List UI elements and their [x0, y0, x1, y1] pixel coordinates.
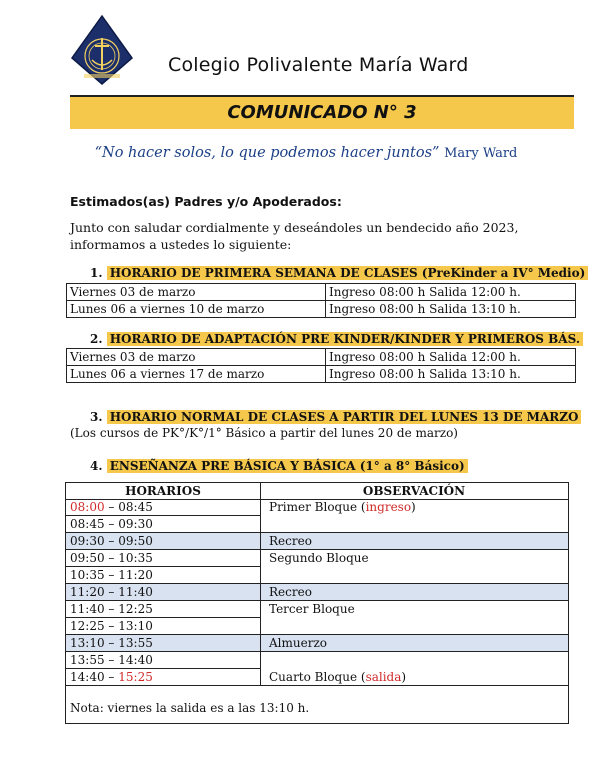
- table-row: [67, 301, 576, 318]
- header-observacion: OBSERVACIÓN: [362, 484, 466, 498]
- section-2-number: 2.: [90, 332, 103, 346]
- start-time: 09:30: [70, 534, 105, 548]
- dash: –: [108, 500, 115, 514]
- title-bar: [70, 97, 574, 129]
- end-time: 08:45: [118, 500, 153, 514]
- dash: –: [108, 619, 115, 633]
- start-time: 12:25: [70, 619, 105, 633]
- end-time: 11:20: [118, 568, 153, 582]
- section-3-note: (Los cursos de PK°/K°/1° Básico a partir del lunes 20 de marzo): [70, 426, 458, 440]
- column-divider: [260, 483, 261, 685]
- day-cell: Viernes 03 de marzo: [67, 349, 326, 366]
- section-4-number: 4.: [90, 459, 103, 473]
- section-3-heading: [90, 410, 581, 424]
- table-row: [66, 516, 568, 533]
- dash: –: [108, 585, 115, 599]
- end-time: 12:25: [118, 602, 153, 616]
- time-cell: Ingreso 08:00 h Salida 12:00 h.: [326, 349, 576, 366]
- table-row: [66, 584, 568, 601]
- section-4-heading: [90, 459, 468, 473]
- start-time: 11:20: [70, 585, 105, 599]
- obs-salida: salida: [365, 670, 402, 684]
- start-time: 08:45: [70, 517, 105, 531]
- section-3-number: 3.: [90, 410, 103, 424]
- section-1-number: 1.: [90, 266, 103, 280]
- section-3-title: HORARIO NORMAL DE CLASES A PARTIR DEL LUNES 13 DE MARZO: [107, 410, 582, 424]
- day-cell: Lunes 06 a viernes 17 de marzo: [67, 366, 326, 383]
- start-time: 13:10: [70, 636, 105, 650]
- obs-almuerzo: Almuerzo: [269, 636, 327, 650]
- end-time: 11:40: [118, 585, 153, 599]
- section-2-heading: [90, 332, 583, 346]
- dash: –: [108, 670, 115, 684]
- end-time: 15:25: [118, 670, 153, 684]
- end-time: 13:55: [118, 636, 153, 650]
- end-time: 13:10: [118, 619, 153, 633]
- section-2-title: HORARIO DE ADAPTACIÓN PRE KINDER/KINDER Y PRIMEROS BÁS.: [107, 332, 583, 346]
- start-time: 08:00: [70, 500, 105, 514]
- section-1-table: [66, 283, 576, 318]
- section-2-table: [66, 348, 576, 383]
- dash: –: [108, 602, 115, 616]
- table-row: [67, 366, 576, 383]
- start-time: 09:50: [70, 551, 105, 565]
- end-time: 09:30: [118, 517, 153, 531]
- table-row: [66, 652, 568, 669]
- time-cell: Ingreso 08:00 h Salida 13:10 h.: [326, 301, 576, 318]
- obs-primer-bloque: [269, 499, 416, 516]
- obs-recreo-1: Recreo: [269, 534, 312, 548]
- section-4-title: ENSEÑANZA PRE BÁSICA Y BÁSICA (1° a 8° Básico): [107, 459, 468, 473]
- obs-text: ): [411, 500, 416, 514]
- obs-text: Cuarto Bloque (: [269, 670, 366, 684]
- obs-ingreso: ingreso: [365, 500, 412, 514]
- intro-paragraph: Junto con saludar cordialmente y deseándoles un bendecido año 2023, informamos a ustedes lo siguiente:: [70, 220, 519, 252]
- dash: –: [108, 517, 115, 531]
- schedule-table: [65, 482, 569, 724]
- document-title: COMUNICADO N° 3: [227, 102, 417, 123]
- dash: –: [108, 534, 115, 548]
- time-cell: Ingreso 08:00 h Salida 13:10 h.: [326, 366, 576, 383]
- obs-text: ): [401, 670, 407, 684]
- school-logo: [70, 14, 134, 86]
- motto-author: Mary Ward: [444, 146, 518, 161]
- time-cell: Ingreso 08:00 h Salida 12:00 h.: [326, 284, 576, 301]
- start-time: 11:40: [70, 602, 105, 616]
- school-name: Colegio Polivalente María Ward: [168, 54, 469, 76]
- obs-recreo-2: Recreo: [269, 585, 312, 599]
- obs-tercer-bloque: Tercer Bloque: [269, 602, 355, 616]
- section-1-title: HORARIO DE PRIMERA SEMANA DE CLASES (PreKinder a IV° Medio): [107, 266, 589, 280]
- start-time: 14:40: [70, 670, 105, 684]
- motto: [0, 145, 612, 161]
- start-time: 13:55: [70, 653, 105, 667]
- table-row: [67, 349, 576, 366]
- dash: –: [108, 568, 115, 582]
- table-row: [66, 618, 568, 635]
- day-cell: Lunes 06 a viernes 10 de marzo: [67, 301, 326, 318]
- table-row: [66, 533, 568, 550]
- end-time: 09:50: [118, 534, 153, 548]
- greeting: Estimados(as) Padres y/o Apoderados:: [70, 194, 342, 209]
- table-row: [66, 567, 568, 584]
- section-1-heading: [90, 266, 588, 280]
- table-row: [67, 284, 576, 301]
- end-time: 14:40: [118, 653, 153, 667]
- start-time: 10:35: [70, 568, 105, 582]
- dash: –: [108, 653, 115, 667]
- header-horarios: HORARIOS: [125, 484, 201, 498]
- dash: –: [108, 551, 115, 565]
- motto-text: “No hacer solos, lo que podemos hacer juntos”: [94, 145, 440, 161]
- obs-segundo-bloque: Segundo Bloque: [269, 551, 369, 565]
- obs-text: Primer Bloque (: [269, 500, 366, 514]
- dash: –: [108, 636, 115, 650]
- end-time: 10:35: [118, 551, 153, 565]
- obs-cuarto-bloque: [269, 669, 406, 686]
- schedule-note: Nota: viernes la salida es a las 13:10 h.: [70, 701, 310, 715]
- day-cell: Viernes 03 de marzo: [67, 284, 326, 301]
